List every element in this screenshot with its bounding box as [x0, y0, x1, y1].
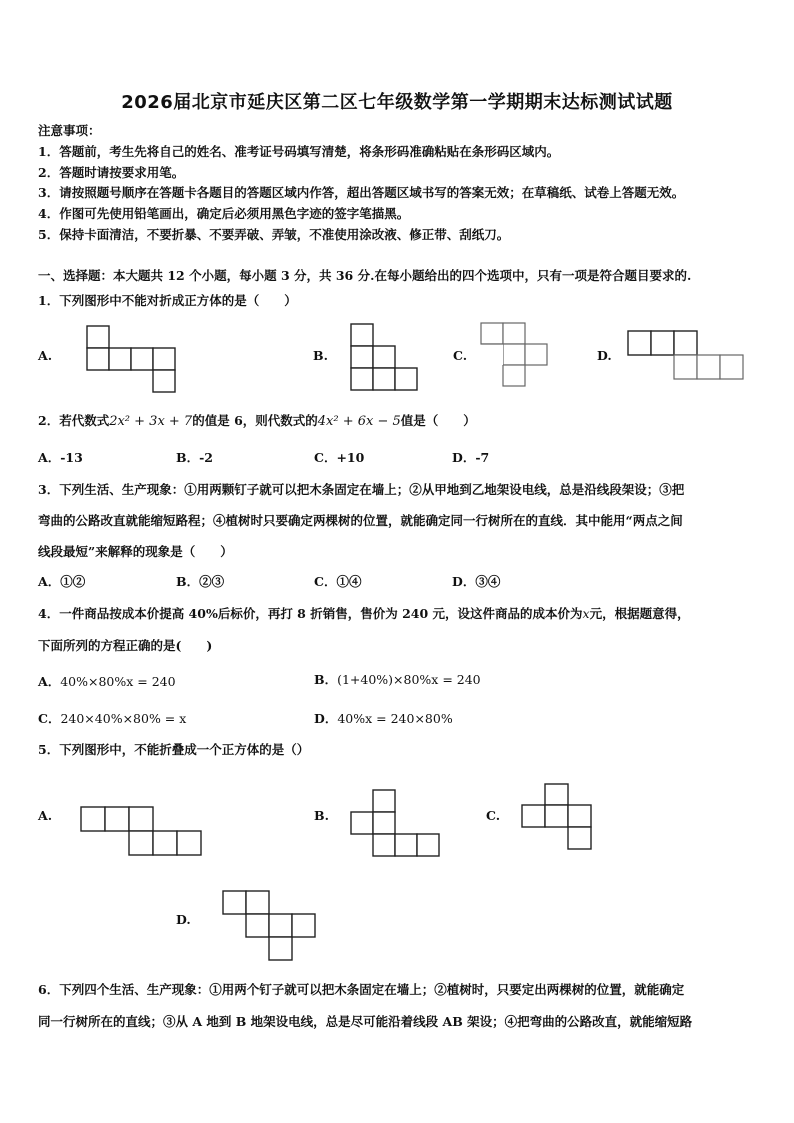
q4-variable: x [582, 606, 590, 621]
question-6-line: 6．下列四个生活、生产现象：①用两个钉子就可以把木条固定在墙上；②植树时，只要定出两棵树的位置，就能确定 [38, 982, 685, 997]
q3-option-a: A．①② [38, 574, 86, 589]
notice-heading: 注意事项： [38, 123, 101, 138]
q4-option-label: D． [314, 711, 338, 726]
question-3-line: 弯曲的公路改直就能缩短路程；④植树时只要确定两棵树的位置，就能确定同一行树所在的直线．其中能用“两点之间 [38, 513, 683, 528]
notice-item: 1．答题前，考生先将自己的姓名、准考证号码填写清楚，将条形码准确粘贴在条形码区域内。 [38, 144, 560, 159]
q2-option-a: A．-13 [38, 450, 83, 465]
question-3-line: 线段最短”来解释的现象是（ ） [38, 544, 233, 559]
q4-option-b [314, 670, 481, 688]
q1-net-a [86, 325, 176, 395]
q5-option-d-label: D. [176, 912, 191, 927]
q1-net-c [480, 322, 550, 390]
q2-stem-part: 值是（ ） [400, 413, 476, 428]
question-4-line-1 [38, 604, 690, 622]
notice-item: 3．请按照题号顺序在答题卡各题目的答题区域内作答，超出答题区域书写的答案无效；在草稿纸、试卷上答题无效。 [38, 185, 685, 200]
q4-option-d [314, 709, 453, 727]
q2-option-b: B．-2 [176, 450, 213, 465]
q4-option-expr: (1+40%)×80%x = 240 [337, 672, 481, 687]
q4-option-expr: 40%×80%x = 240 [60, 674, 176, 689]
q1-option-c-label: C. [453, 348, 468, 363]
question-1-stem: 1．下列图形中不能对折成正方体的是（ ） [38, 293, 297, 308]
q4-option-a [38, 672, 176, 690]
q1-option-d-label: D. [597, 348, 612, 363]
notice-item: 2．答题时请按要求用笔。 [38, 165, 185, 180]
q1-net-b [350, 323, 420, 393]
q2-option-c: C．+10 [314, 450, 365, 465]
q4-option-label: A． [38, 674, 61, 689]
q3-option-d: D．③④ [452, 574, 501, 589]
q4-option-label: B． [314, 672, 338, 687]
q4-stem-part: 4．一件商品按成本价提高 40%后标价，再打 8 折销售，售价为 240 元，设这件商品的成本价为 [38, 606, 583, 621]
q4-option-expr: 240×40%×80% = x [60, 711, 187, 726]
q1-option-b-label: B. [313, 348, 328, 363]
page-title: 2026届北京市延庆区第二区七年级数学第一学期期末达标测试试题 [121, 92, 673, 113]
q5-net-a [80, 806, 208, 858]
q5-net-b [350, 789, 442, 859]
question-5-stem: 5．下列图形中，不能折叠成一个正方体的是（） [38, 742, 310, 757]
question-2-stem [38, 411, 476, 429]
q1-option-a-label: A. [38, 348, 53, 363]
q1-net-d [627, 330, 747, 382]
question-4-line-2: 下面所列的方程正确的是( ) [38, 638, 213, 653]
q5-option-a-label: A. [38, 808, 53, 823]
section-heading: 一、选择题：本大题共 12 个小题，每小题 3 分，共 36 分.在每小题给出的四个选项中，只有一项是符合题目要求的. [38, 268, 692, 283]
q4-stem-part: 元，根据题意得， [589, 606, 690, 621]
q4-option-c [38, 709, 186, 727]
q2-stem-part: 的值是 6，则代数式的 [192, 413, 318, 428]
q2-expression-2: 4x² + 6x − 5 [317, 414, 401, 429]
question-3-line: 3．下列生活、生产现象：①用两颗钉子就可以把木条固定在墙上；②从甲地到乙地架设电线，总是沿线段架设；③把 [38, 482, 685, 497]
q2-stem-part: 2．若代数式 [38, 413, 110, 428]
q5-option-b-label: B. [314, 808, 329, 823]
q5-net-c [520, 783, 596, 853]
question-6-line: 同一行树所在的直线；③从 A 地到 B 地架设电线，总是尽可能沿着线段 AB 架设；④把弯曲的公路改直，就能缩短路 [38, 1014, 693, 1029]
q4-option-label: C． [38, 711, 61, 726]
q4-option-expr: 40%x = 240×80% [337, 711, 453, 726]
q2-option-d: D．-7 [452, 450, 490, 465]
q3-option-b: B．②③ [176, 574, 225, 589]
notice-item: 5．保持卡面清洁，不要折暴、不要弄破、弄皱，不准使用涂改液、修正带、刮纸刀。 [38, 227, 510, 242]
q2-expression-1: 2x² + 3x + 7 [109, 414, 193, 429]
q5-option-c-label: C. [486, 808, 501, 823]
q5-net-d [222, 890, 322, 962]
q3-option-c: C．①④ [314, 574, 362, 589]
notice-item: 4．作图可先使用铅笔画出，确定后必须用黑色字迹的签字笔描黑。 [38, 206, 410, 221]
